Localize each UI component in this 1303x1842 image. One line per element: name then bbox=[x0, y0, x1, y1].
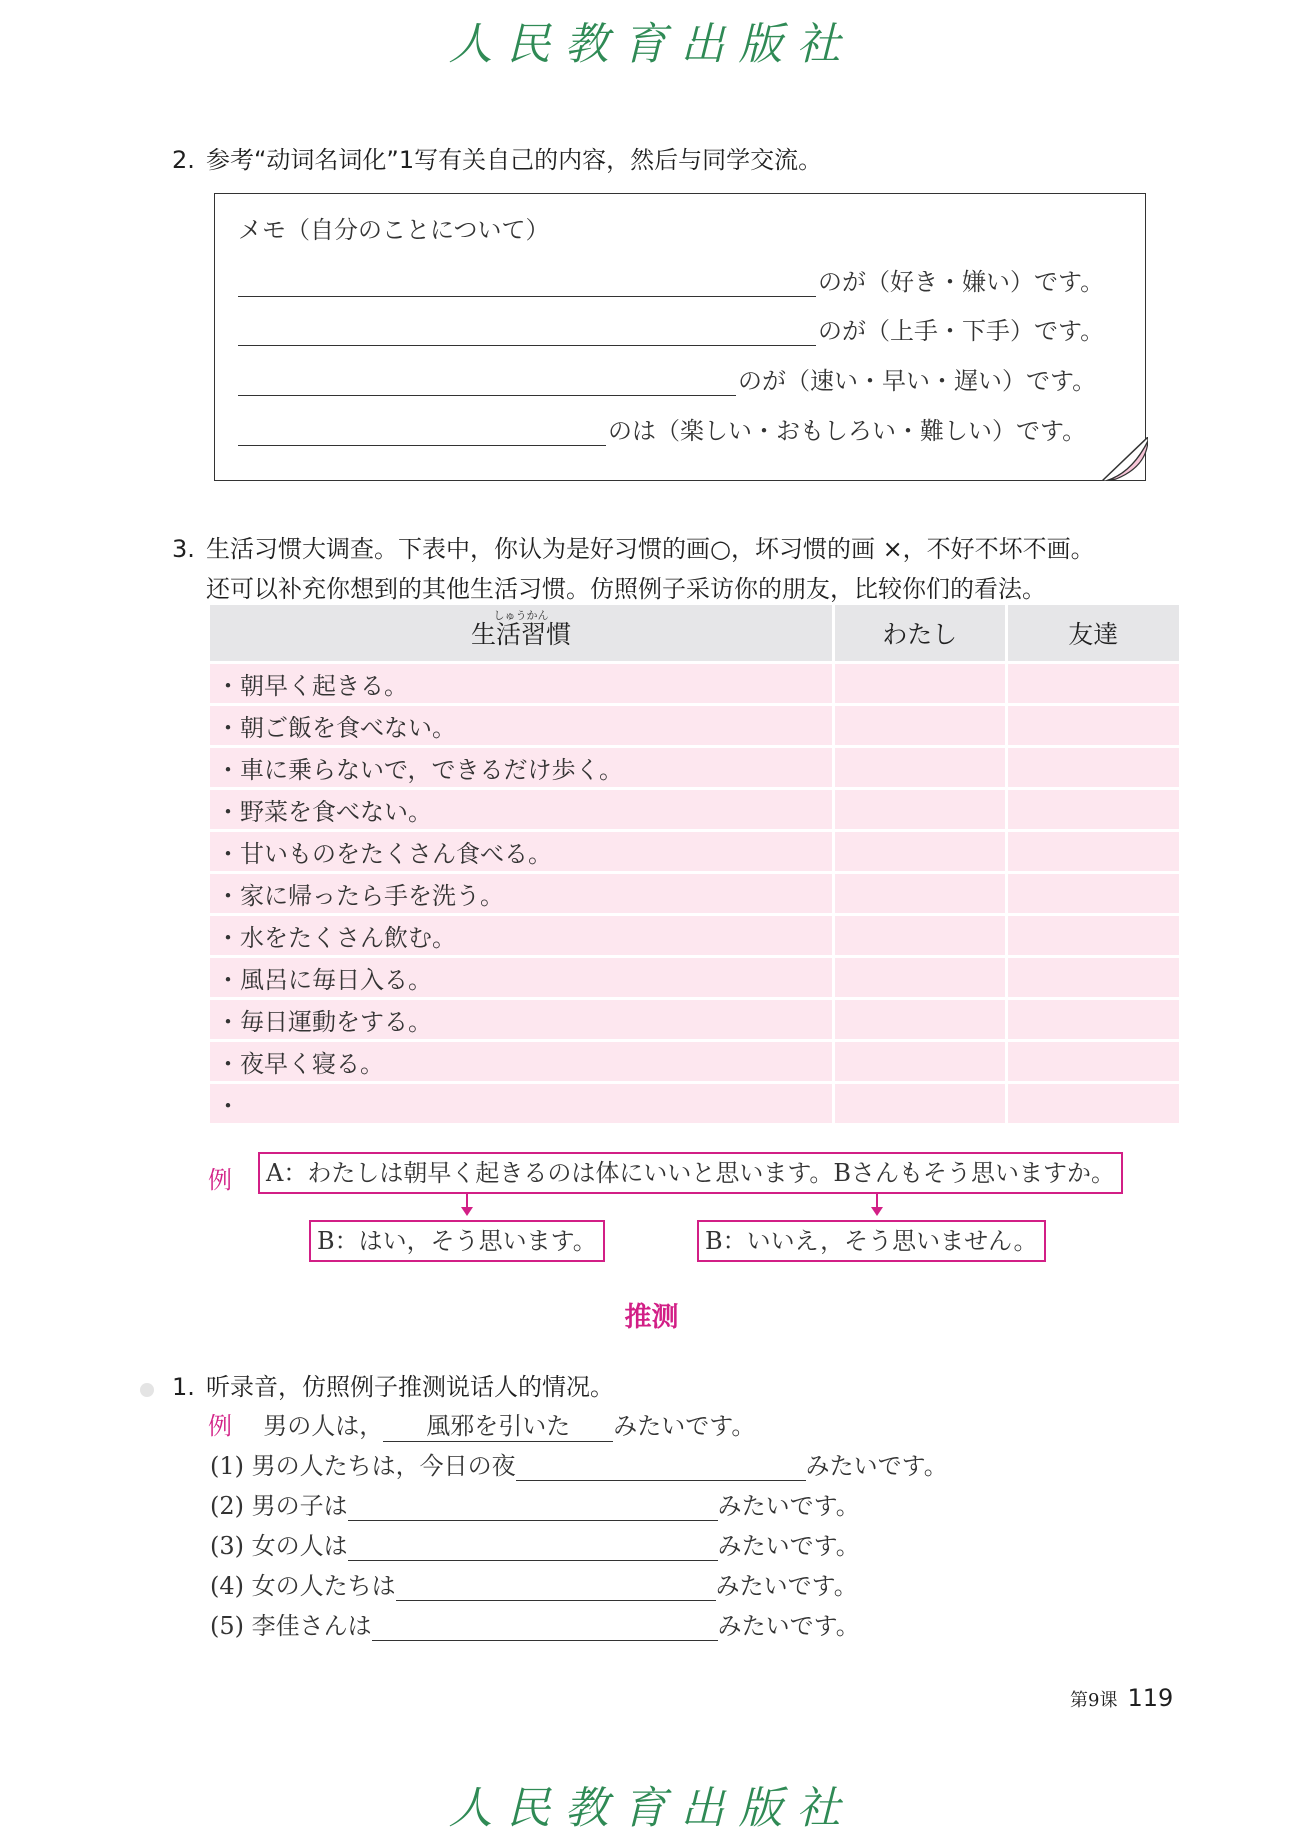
habit-item: ・朝ご飯を食べない。 bbox=[210, 706, 835, 748]
cell-friend[interactable] bbox=[1008, 832, 1182, 874]
memo-blank[interactable] bbox=[238, 369, 736, 396]
listening-item-1: (1) 男の人たちは，今日の夜 みたいです。 bbox=[210, 1452, 948, 1480]
answer-blank[interactable] bbox=[396, 1574, 716, 1601]
cell-friend[interactable] bbox=[1008, 916, 1182, 958]
memo-line-2 bbox=[238, 311, 1104, 346]
cell-me[interactable] bbox=[835, 790, 1008, 832]
cell-me[interactable] bbox=[835, 1042, 1008, 1084]
memo-line-text: のは（楽しい・おもしろい・難しい）です。 bbox=[608, 417, 1087, 445]
q3-heading bbox=[172, 529, 1095, 564]
section-title: 推测 bbox=[624, 1302, 679, 1333]
example-b-yes-box: B：はい，そう思います。 bbox=[309, 1220, 605, 1262]
cell-me[interactable] bbox=[835, 874, 1008, 916]
cell-me[interactable] bbox=[835, 1084, 1008, 1126]
memo-line-3 bbox=[238, 361, 1096, 396]
header-friend: 友達 bbox=[1008, 605, 1182, 664]
memo-blank[interactable] bbox=[238, 419, 606, 446]
cell-friend[interactable] bbox=[1008, 1084, 1182, 1126]
table-row bbox=[210, 916, 1182, 958]
listening-text: 听录音，仿照例子推测说话人的情况。 bbox=[206, 1373, 614, 1401]
habit-table bbox=[210, 605, 1182, 1126]
cell-friend[interactable] bbox=[1008, 874, 1182, 916]
cell-friend[interactable] bbox=[1008, 706, 1182, 748]
example-label: 例 bbox=[208, 1166, 232, 1194]
habit-item: ・家に帰ったら手を洗う。 bbox=[210, 874, 835, 916]
habit-item: ・車に乗らないで，できるだけ歩く。 bbox=[210, 748, 835, 790]
listening-item-5: (5) 李佳さんは みたいです。 bbox=[210, 1612, 860, 1640]
cell-friend[interactable] bbox=[1008, 1042, 1182, 1084]
listening-item-2: (2) 男の子は みたいです。 bbox=[210, 1492, 860, 1520]
memo-line-text: のが（速い・早い・遅い）です。 bbox=[738, 367, 1097, 395]
cell-me[interactable] bbox=[835, 958, 1008, 1000]
table-row bbox=[210, 1042, 1182, 1084]
q2-number: 2. bbox=[172, 146, 195, 174]
example-label: 例 bbox=[208, 1412, 232, 1440]
example-b-no-box: B：いいえ，そう思いません。 bbox=[697, 1220, 1046, 1262]
example-suffix: みたいです。 bbox=[613, 1412, 756, 1440]
listening-example bbox=[208, 1406, 755, 1442]
habit-item: ・甘いものをたくさん食べる。 bbox=[210, 832, 835, 874]
cell-friend[interactable] bbox=[1008, 748, 1182, 790]
cell-me[interactable] bbox=[835, 916, 1008, 958]
q2-heading bbox=[172, 140, 822, 175]
header-me: わたし bbox=[835, 605, 1008, 664]
cell-me[interactable] bbox=[835, 706, 1008, 748]
answer-blank[interactable] bbox=[348, 1494, 718, 1521]
table-row bbox=[210, 1084, 1182, 1126]
header-habit: しゅうかん 生活習慣 bbox=[210, 605, 835, 664]
answer-blank[interactable] bbox=[372, 1614, 718, 1641]
table-row bbox=[210, 874, 1182, 916]
example-prefix: 男の人は， bbox=[263, 1412, 384, 1440]
habit-item: ・風呂に毎日入る。 bbox=[210, 958, 835, 1000]
page-footer bbox=[1070, 1684, 1173, 1712]
cell-me[interactable] bbox=[835, 664, 1008, 706]
memo-line-text: のが（上手・下手）です。 bbox=[818, 317, 1105, 345]
example-a-box: A：わたしは朝早く起きるのは体にいいと思います。Bさんもそう思いますか。 bbox=[258, 1152, 1123, 1194]
habit-item: ・野菜を食べない。 bbox=[210, 790, 835, 832]
cell-me[interactable] bbox=[835, 748, 1008, 790]
cell-friend[interactable] bbox=[1008, 1000, 1182, 1042]
q3-text-2: 还可以补充你想到的其他生活习惯。仿照例子采访你的朋友，比较你们的看法。 bbox=[206, 575, 1046, 603]
answer-blank[interactable] bbox=[348, 1534, 718, 1561]
q2-text: 参考“动词名词化”1写有关自己的内容，然后与同学交流。 bbox=[206, 146, 823, 174]
listening-heading bbox=[172, 1367, 614, 1402]
cell-me[interactable] bbox=[835, 1000, 1008, 1042]
table-row bbox=[210, 706, 1182, 748]
table-row bbox=[210, 790, 1182, 832]
cell-friend[interactable] bbox=[1008, 664, 1182, 706]
example-answer: 風邪を引いた bbox=[383, 1406, 613, 1442]
lesson-label: 第9课 bbox=[1070, 1690, 1118, 1711]
margin-dot bbox=[140, 1383, 154, 1397]
answer-blank[interactable] bbox=[516, 1454, 806, 1481]
habit-item: ・毎日運動をする。 bbox=[210, 1000, 835, 1042]
publisher-logo-bottom: 人民教育出版社 bbox=[448, 1783, 855, 1834]
q3-number: 3. bbox=[172, 535, 195, 563]
table-row bbox=[210, 1000, 1182, 1042]
memo-blank[interactable] bbox=[238, 270, 816, 297]
table-row bbox=[210, 958, 1182, 1000]
listening-number: 1. bbox=[172, 1373, 195, 1401]
habit-item: ・ bbox=[210, 1084, 835, 1126]
habit-item: ・水をたくさん飲む。 bbox=[210, 916, 835, 958]
memo-line-text: のが（好き・嫌い）です。 bbox=[818, 268, 1105, 296]
table-row bbox=[210, 664, 1182, 706]
table-header-row bbox=[210, 605, 1182, 664]
publisher-logo-top: 人民教育出版社 bbox=[448, 19, 855, 70]
page-curl-icon bbox=[1102, 437, 1148, 481]
q3-text-1: 生活习惯大调查。下表中，你认为是好习惯的画○，坏习惯的画 ×，不好不坏不画。 bbox=[206, 535, 1095, 563]
table-row bbox=[210, 832, 1182, 874]
cell-me[interactable] bbox=[835, 832, 1008, 874]
arrow-down-icon bbox=[871, 1207, 883, 1216]
habit-item: ・夜早く寝る。 bbox=[210, 1042, 835, 1084]
page-number: 119 bbox=[1127, 1684, 1174, 1712]
ruby-text: しゅうかん bbox=[493, 609, 549, 622]
memo-line-4 bbox=[238, 411, 1086, 446]
cell-friend[interactable] bbox=[1008, 790, 1182, 832]
arrow-down-icon bbox=[461, 1207, 473, 1216]
listening-item-3: (3) 女の人は みたいです。 bbox=[210, 1532, 860, 1560]
listening-item-4: (4) 女の人たちは みたいです。 bbox=[210, 1572, 858, 1600]
cell-friend[interactable] bbox=[1008, 958, 1182, 1000]
table-row bbox=[210, 748, 1182, 790]
habit-item: ・朝早く起きる。 bbox=[210, 664, 835, 706]
memo-line-1 bbox=[238, 262, 1104, 297]
memo-blank[interactable] bbox=[238, 319, 816, 346]
memo-title: メモ（自分のことについて） bbox=[238, 216, 550, 244]
